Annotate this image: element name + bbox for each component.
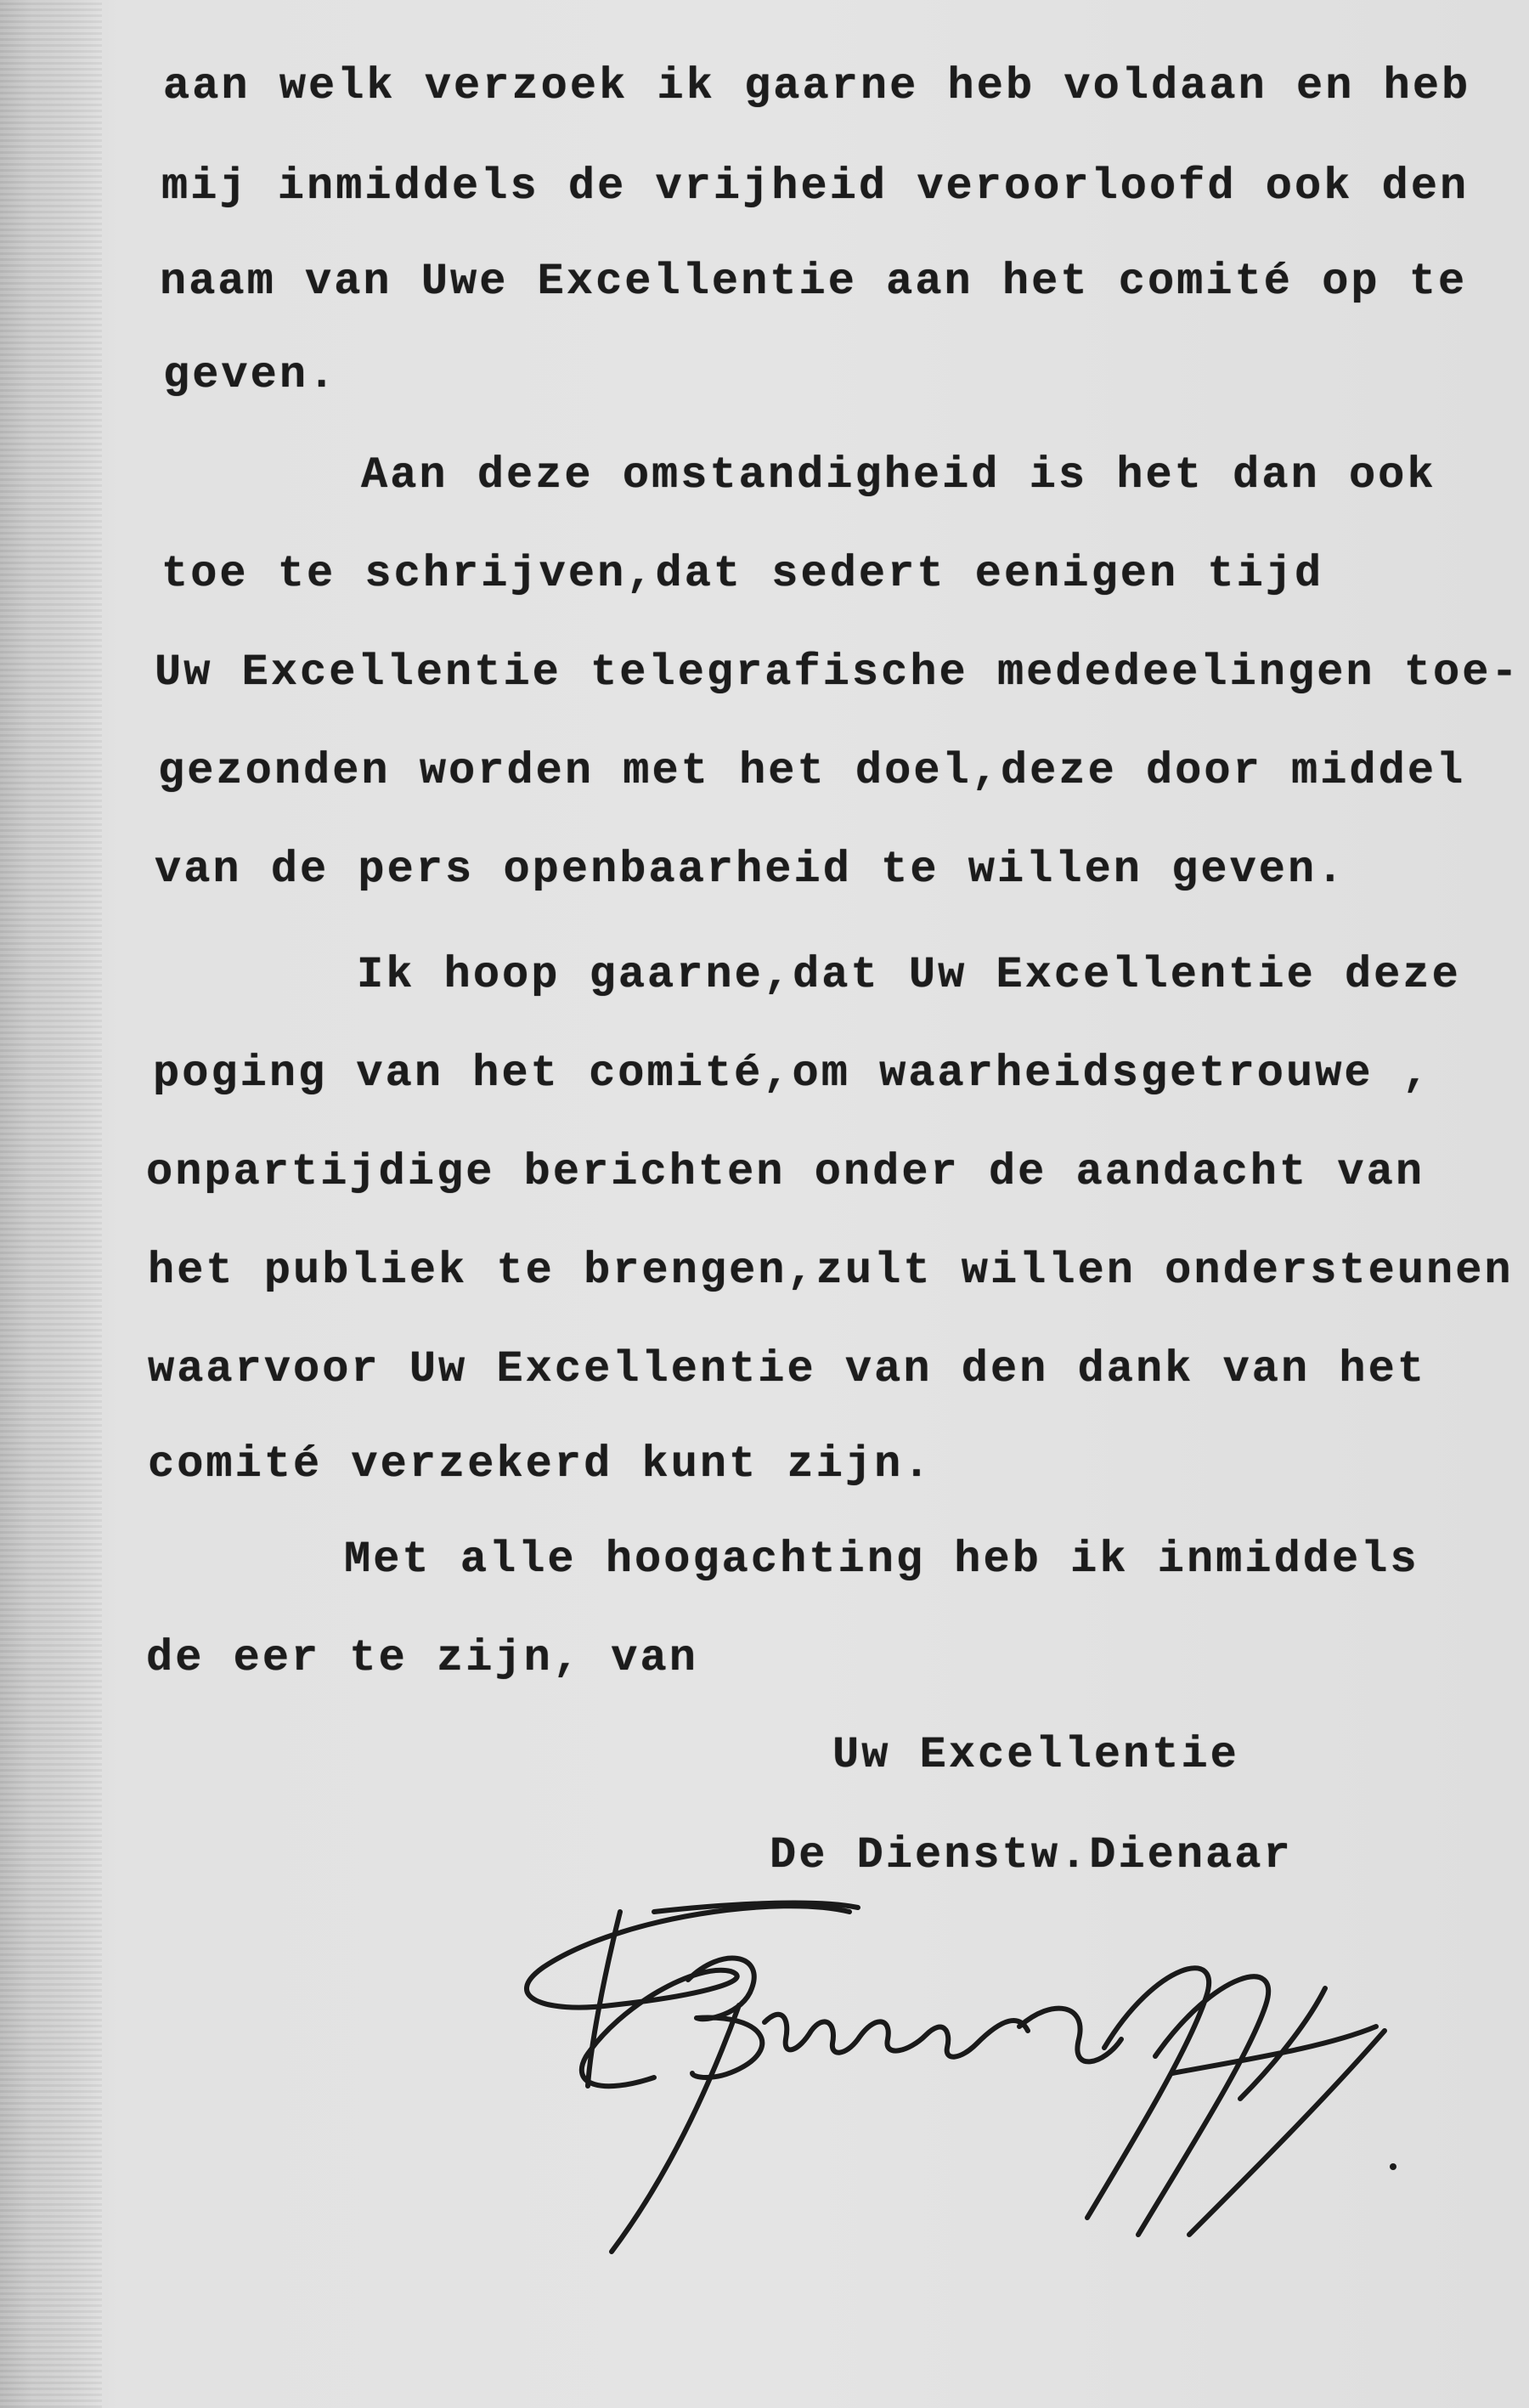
body-line: onpartijdige berichten onder de aandacht van <box>146 1147 1425 1197</box>
closing-salutation: Uw Excellentie <box>832 1730 1239 1780</box>
page-binding-edge <box>0 0 102 2408</box>
closing-role: De Dienstw.Dienaar <box>770 1830 1293 1880</box>
body-line: het publiek te brengen,zult willen ondersteunen <box>148 1246 1514 1296</box>
body-line: geven. <box>163 350 338 400</box>
body-line: poging van het comité,om waarheidsgetrouwe , <box>153 1049 1432 1099</box>
body-line: toe te schrijven,dat sedert eenigen tijd <box>161 549 1324 599</box>
body-line: naam van Uwe Excellentie aan het comité op te <box>160 257 1468 307</box>
body-line: Uw Excellentie telegrafische mededeelingen toe- <box>155 647 1521 698</box>
body-line: Ik hoop gaarne,dat Uw Excellentie deze <box>357 950 1461 1000</box>
handwritten-signature <box>510 1878 1512 2303</box>
body-line: Met alle hoogachting heb ik inmiddels <box>344 1535 1419 1585</box>
body-line: comité verzekerd kunt zijn. <box>148 1439 933 1489</box>
body-line: aan welk verzoek ik gaarne heb voldaan en heb <box>163 61 1471 111</box>
body-line: mij inmiddels de vrijheid veroorloofd ook den <box>161 161 1470 212</box>
body-line: Aan deze omstandigheid is het dan ook <box>361 450 1436 500</box>
body-line: van de pers openbaarheid te willen geven. <box>155 845 1346 895</box>
body-line: de eer te zijn, van <box>146 1633 698 1683</box>
body-line: gezonden worden met het doel,deze door middel <box>158 746 1466 796</box>
body-line: waarvoor Uw Excellentie van den dank van het <box>148 1344 1427 1394</box>
